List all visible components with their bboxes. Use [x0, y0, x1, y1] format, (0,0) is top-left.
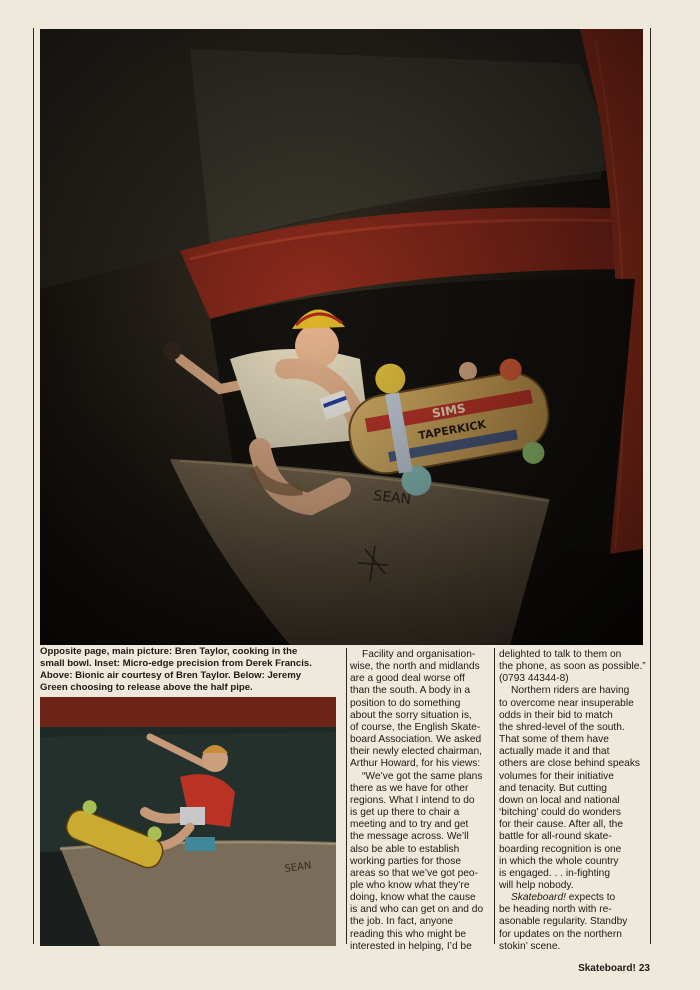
article-line: Arthur Howard, for his views:: [350, 758, 481, 770]
article-line: about the sorry situation is,: [350, 709, 472, 721]
article-line: is engaged. . . in-fighting: [499, 867, 611, 879]
article-line: and tenacity. But cutting: [499, 782, 607, 794]
article-line: will help nobody.: [499, 879, 574, 891]
photo-caption: [40, 646, 336, 694]
article-line: That some of them have: [499, 734, 609, 746]
article-line: [499, 892, 649, 904]
right-margin-rule: [650, 28, 651, 944]
article-line: the job. In fact, anyone: [350, 916, 454, 928]
article-line: battle for all-round skate-: [499, 831, 612, 843]
inset-ramp-graffiti: SEAN: [283, 860, 313, 875]
article-line: are a good deal worse off: [350, 673, 465, 685]
article-line: boarding recognition is one: [499, 843, 622, 855]
inset-photo: [40, 697, 336, 946]
article-line: for updates on the northern: [499, 928, 622, 940]
left-margin-rule: [33, 28, 34, 944]
article-line: odds in their bid to match: [499, 709, 613, 721]
article-line: there as we have for other: [350, 782, 469, 794]
article-line: working parties for those: [350, 855, 461, 867]
caption-line: small bowl. Inset: Micro-edge precision from Derek Francis.: [40, 658, 312, 669]
article-line: volumes for their initiative: [499, 770, 614, 782]
article-column-2: [499, 649, 649, 953]
article-line: actually made it and that: [499, 746, 610, 758]
article-line: interested in helping, I’d be: [350, 940, 472, 952]
article-line: Northern riders are having: [511, 685, 630, 697]
article-line: (0793 44344-8): [499, 673, 569, 685]
article-line: board Association. We asked: [350, 734, 482, 746]
article-line: ‘bitching’ could do wonders: [499, 807, 621, 819]
column-rule-1: [346, 648, 347, 944]
article-line: be heading north with re-: [499, 904, 612, 916]
article-column-1: [350, 649, 488, 953]
magazine-name: Skateboard!: [578, 963, 636, 974]
article-line: others are close behind speaks: [499, 758, 641, 770]
caption-line: Above: Bionic air courtesy of Bren Taylor. Below: Jeremy: [40, 670, 302, 681]
article-line: asonable regularity. Standby: [499, 916, 628, 928]
article-line: the shred-level of the south.: [499, 721, 625, 733]
article-line: wise, the north and midlands: [350, 661, 480, 673]
article-line: to overcome near insuperable: [499, 697, 634, 709]
article-line: meeting and to try and get: [350, 819, 469, 831]
article-line: than the south. A body in a: [350, 685, 471, 697]
magazine-name-inline: Skateboard!: [511, 892, 566, 904]
article-line: is get up there to chair a: [350, 807, 460, 819]
article-line: delighted to talk to them on: [499, 649, 622, 660]
article-line: position to do something: [350, 697, 461, 709]
article-line: areas so that we’ve got peo-: [350, 867, 478, 879]
article-line: the message across. We’ll: [350, 831, 469, 843]
article-line: stokin’ scene.: [499, 940, 561, 952]
column-rule-2: [494, 648, 495, 944]
article-line: their newly elected chairman,: [350, 746, 482, 758]
article-line: also be able to establish: [350, 843, 460, 855]
article-line: “We’ve got the same plans: [362, 770, 483, 782]
page-number: 23: [638, 963, 650, 974]
article-line: doing, know what the cause: [350, 892, 476, 904]
page-footer: [578, 963, 650, 974]
article-line: is and who can get on and do: [350, 904, 484, 916]
article-line: reading this who might be: [350, 928, 467, 940]
article-line: down on local and national: [499, 794, 620, 806]
caption-line: Green choosing to release above the half pipe.: [40, 682, 253, 693]
article-line: the phone, as soon as possible.”: [499, 661, 646, 673]
article-line: of course, the English Skate-: [350, 721, 481, 733]
article-line: Facility and organisation-: [362, 649, 476, 660]
article-line: for their cause. After all, the: [499, 819, 624, 831]
caption-line: Opposite page, main picture: Bren Taylor, cooking in the: [40, 646, 298, 657]
main-photo: [40, 29, 643, 645]
article-line: in which the whole country: [499, 855, 619, 867]
article-line: ple who know what they’re: [350, 879, 470, 891]
article-line: regions. What I intend to do: [350, 794, 475, 806]
article-line-rest: expects to: [565, 892, 616, 904]
